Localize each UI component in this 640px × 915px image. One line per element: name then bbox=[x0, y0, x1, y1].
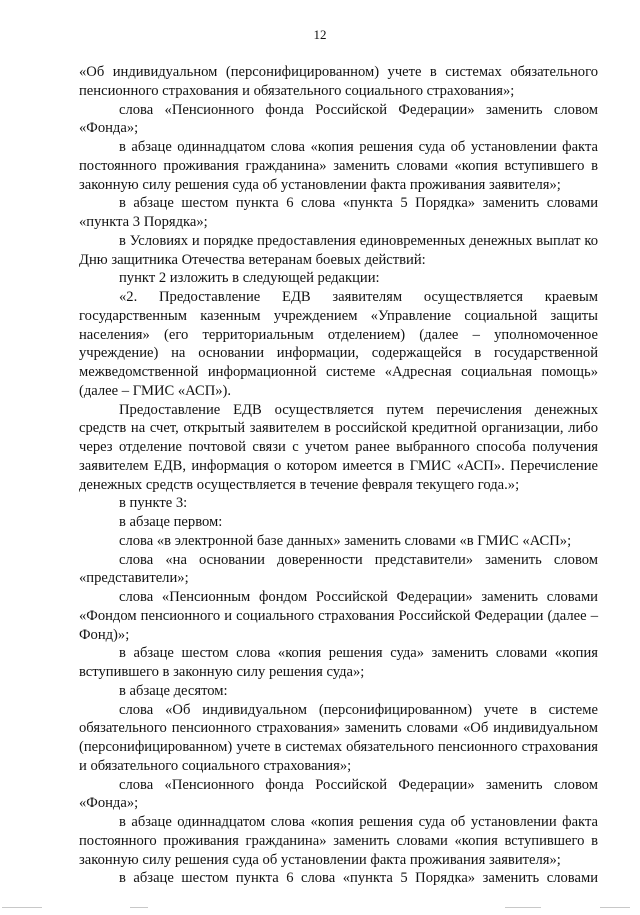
document-body bbox=[79, 63, 598, 888]
paragraph: в абзаце десятом: bbox=[119, 682, 228, 699]
paragraph: слова «Пенсионным фондом Российской Федерации» заменить словами «Фондом пенсионного и социального страхования Российской Федерации (далее – Фонд)»; bbox=[79, 589, 598, 643]
paragraph: в Условиях и порядке предоставления единовременных денежных выплат ко Дню защитника Отечества ветеранам боевых действий: bbox=[79, 232, 598, 268]
paragraph: в пункте 3: bbox=[119, 495, 188, 512]
scan-edge-artifact bbox=[0, 907, 640, 909]
paragraph: слова «в электронной базе данных» заменить словами «в ГМИС «АСП»; bbox=[119, 532, 572, 549]
paragraph: пункт 2 изложить в следующей редакции: bbox=[119, 270, 380, 287]
paragraph: Предоставление ЕДВ осуществляется путем перечисления денежных средств на счет, открытый заявителем в российской кредитной организации, либо через отделение почтовой связи с учетом ранее выбранного способа получения заявителем ЕДВ, информация о котором имеется в ГМИС «АСП». Перечисление денежных средств осуществляется в течение февраля текущего года.»; bbox=[79, 401, 598, 493]
paragraph: слова «Пенсионного фонда Российской Федерации» заменить словом «Фонда»; bbox=[79, 101, 598, 137]
paragraph: «2. Предоставление ЕДВ заявителям осуществляется краевым государственным казенным учреждением «Управление социальной защиты населения» (его территориальным отделением) (далее – уполномоченное учреждение) на основании информации, содержащейся в государственной межведомственной информационной системе «Адресная социальная помощь» (далее – ГМИС «АСП»). bbox=[79, 289, 598, 399]
paragraph: слова «на основании доверенности представители» заменить словом «представители»; bbox=[79, 551, 598, 587]
paragraph: в абзаце шестом пункта 6 слова «пункта 5 Порядка» заменить словами bbox=[119, 870, 598, 887]
paragraph: в абзаце одиннадцатом слова «копия решения суда об установлении факта постоянного проживания гражданина» заменить словами «копия вступившего в законную силу решения суда об установлении факта проживания заявителя»; bbox=[79, 814, 598, 868]
paragraph: в абзаце одиннадцатом слова «копия решения суда об установлении факта постоянного проживания гражданина» заменить словами «копия вступившего в законную силу решения суда об установлении факта проживания заявителя»; bbox=[79, 139, 598, 193]
paragraph: в абзаце шестом слова «копия решения суда» заменить словами «копия вступившего в законную силу решения суда»; bbox=[79, 645, 598, 680]
paragraph: слова «Об индивидуальном (персонифицированном) учете в системе обязательного пенсионного страхования» заменить словами «Об индивидуальном (персонифицированном) учете в системах обязательного пенсионного страхования и обязательного социального страхования»; bbox=[79, 701, 598, 774]
page-number: 12 bbox=[313, 27, 327, 42]
paragraph: в абзаце первом: bbox=[119, 514, 223, 530]
paragraph: слова «Пенсионного фонда Российской Федерации» заменить словом «Фонда»; bbox=[79, 776, 598, 812]
paragraph: «Об индивидуальном (персонифицированном) учете в системах обязательного пенсионного страхования и обязательного социального страхования»; bbox=[79, 64, 598, 99]
paragraph: в абзаце шестом пункта 6 слова «пункта 5 Порядка» заменить словами «пункта 3 Порядка»; bbox=[79, 195, 598, 230]
